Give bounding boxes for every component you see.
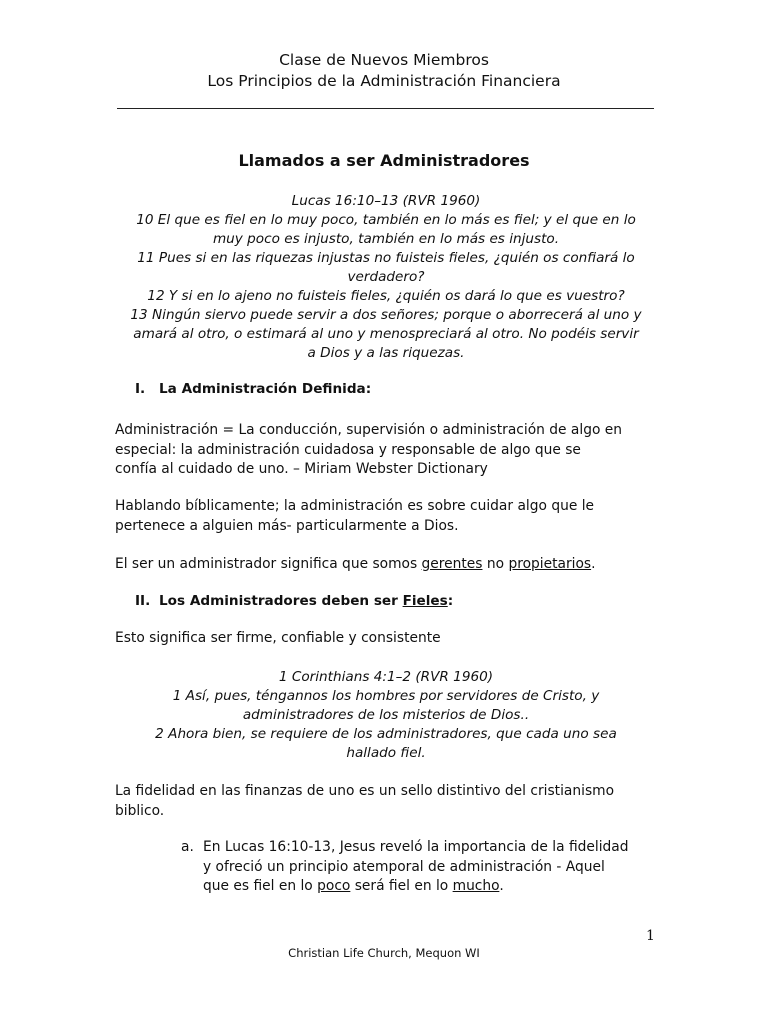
scripture-line: 1 Así, pues, téngannos los hombres por servidores de Cristo, y [172, 688, 600, 704]
paragraph-line: confía al cuidado de uno. – Miriam Webster Dictionary [115, 461, 488, 477]
list-item-line [203, 877, 659, 897]
section-heading-1 [135, 381, 371, 397]
scripture-line: a Dios y a las riquezas. [307, 345, 465, 361]
scripture-line: amará al otro, o estimará al uno y menospreciará al otro. No podéis servir [133, 326, 639, 342]
paragraph-line: Hablando bíblicamente; la administración es sobre cuidar algo que le [115, 498, 595, 514]
scripture-line: muy poco es injusto, también en lo más es injusto. [212, 231, 560, 247]
section-heading-text: La Administración Definida [159, 381, 366, 397]
section-title: Llamados a ser Administradores [238, 151, 530, 170]
scripture-line: verdadero? [347, 269, 425, 285]
section-heading-text: Los Administradores deben ser [159, 593, 403, 609]
scripture-quote-lucas [118, 192, 654, 363]
underlined-word: poco [317, 878, 351, 894]
managers-paragraph [115, 555, 660, 575]
faithful-meaning-paragraph: Esto significa ser firme, confiable y consistente [115, 630, 441, 646]
scripture-line: 10 El que es fiel en lo muy poco, también en lo más es fiel; y el que en lo [136, 212, 636, 228]
header-divider [117, 108, 654, 109]
paragraph-text: El ser un administrador significa que somos [115, 556, 422, 572]
section-number: II. [135, 593, 151, 609]
list-item-text: . [499, 878, 504, 894]
list-item-line: En Lucas 16:10-13, Jesus reveló la importancia de la fidelidad [203, 839, 629, 855]
paragraph-text: no [482, 556, 509, 572]
list-item-body [203, 838, 659, 897]
page-footer: Christian Life Church, Mequon WI [288, 946, 480, 960]
scripture-line: hallado fiel. [346, 745, 426, 761]
scripture-line: 13 Ningún siervo puede servir a dos señores; porque o aborrecerá al uno y [130, 307, 642, 323]
list-item [181, 838, 659, 897]
page-number: 1 [646, 928, 655, 944]
header-title: Clase de Nuevos Miembros [279, 51, 489, 69]
underlined-word: gerentes [421, 556, 483, 572]
paragraph-text: . [591, 556, 596, 572]
section-heading-2 [135, 593, 453, 609]
underlined-word: Fieles [402, 593, 448, 609]
section-number: I. [135, 381, 146, 397]
underlined-word: propietarios [508, 556, 592, 572]
scripture-line: administradores de los misterios de Dios.. [242, 707, 530, 723]
fidelity-paragraph [115, 782, 660, 821]
underlined-word: mucho [452, 878, 500, 894]
definition-paragraph [115, 421, 660, 480]
paragraph-line: Administración = La conducción, supervisión o administración de algo en [115, 422, 623, 438]
document-header [0, 50, 768, 92]
scripture-quote-corinthians [118, 668, 654, 763]
scripture-line: 11 Pues si en las riquezas injustas no fuisteis fieles, ¿quién os confiará lo [137, 250, 635, 266]
list-item-label: a. [181, 839, 194, 855]
list-item-text: será fiel en lo [350, 878, 453, 894]
list-item-text: que es fiel en lo [203, 878, 318, 894]
list-item-line: y ofreció un principio atemporal de administración - Aquel [203, 858, 605, 875]
biblical-paragraph [115, 497, 660, 536]
section-heading-colon: : [365, 381, 372, 397]
header-subtitle: Los Principios de la Administración Financiera [207, 72, 561, 90]
paragraph-line: La fidelidad en las finanzas de uno es un sello distintivo del cristianismo [115, 783, 615, 799]
paragraph-line: especial: la administración cuidadosa y responsable de algo que se [115, 441, 581, 458]
scripture-line: 2 Ahora bien, se requiere de los administradores, que cada uno sea [155, 726, 617, 742]
paragraph-line: biblico. [115, 802, 165, 819]
scripture-reference: Lucas 16:10–13 (RVR 1960) [291, 193, 481, 209]
scripture-line: 12 Y si en lo ajeno no fuisteis fieles, ¿quién os dará lo que es vuestro? [147, 288, 625, 304]
scripture-reference: 1 Corinthians 4:1–2 (RVR 1960) [278, 669, 494, 685]
paragraph-line: pertenece a alguien más- particularmente a Dios. [115, 517, 459, 534]
section-heading-colon: : [447, 593, 454, 609]
